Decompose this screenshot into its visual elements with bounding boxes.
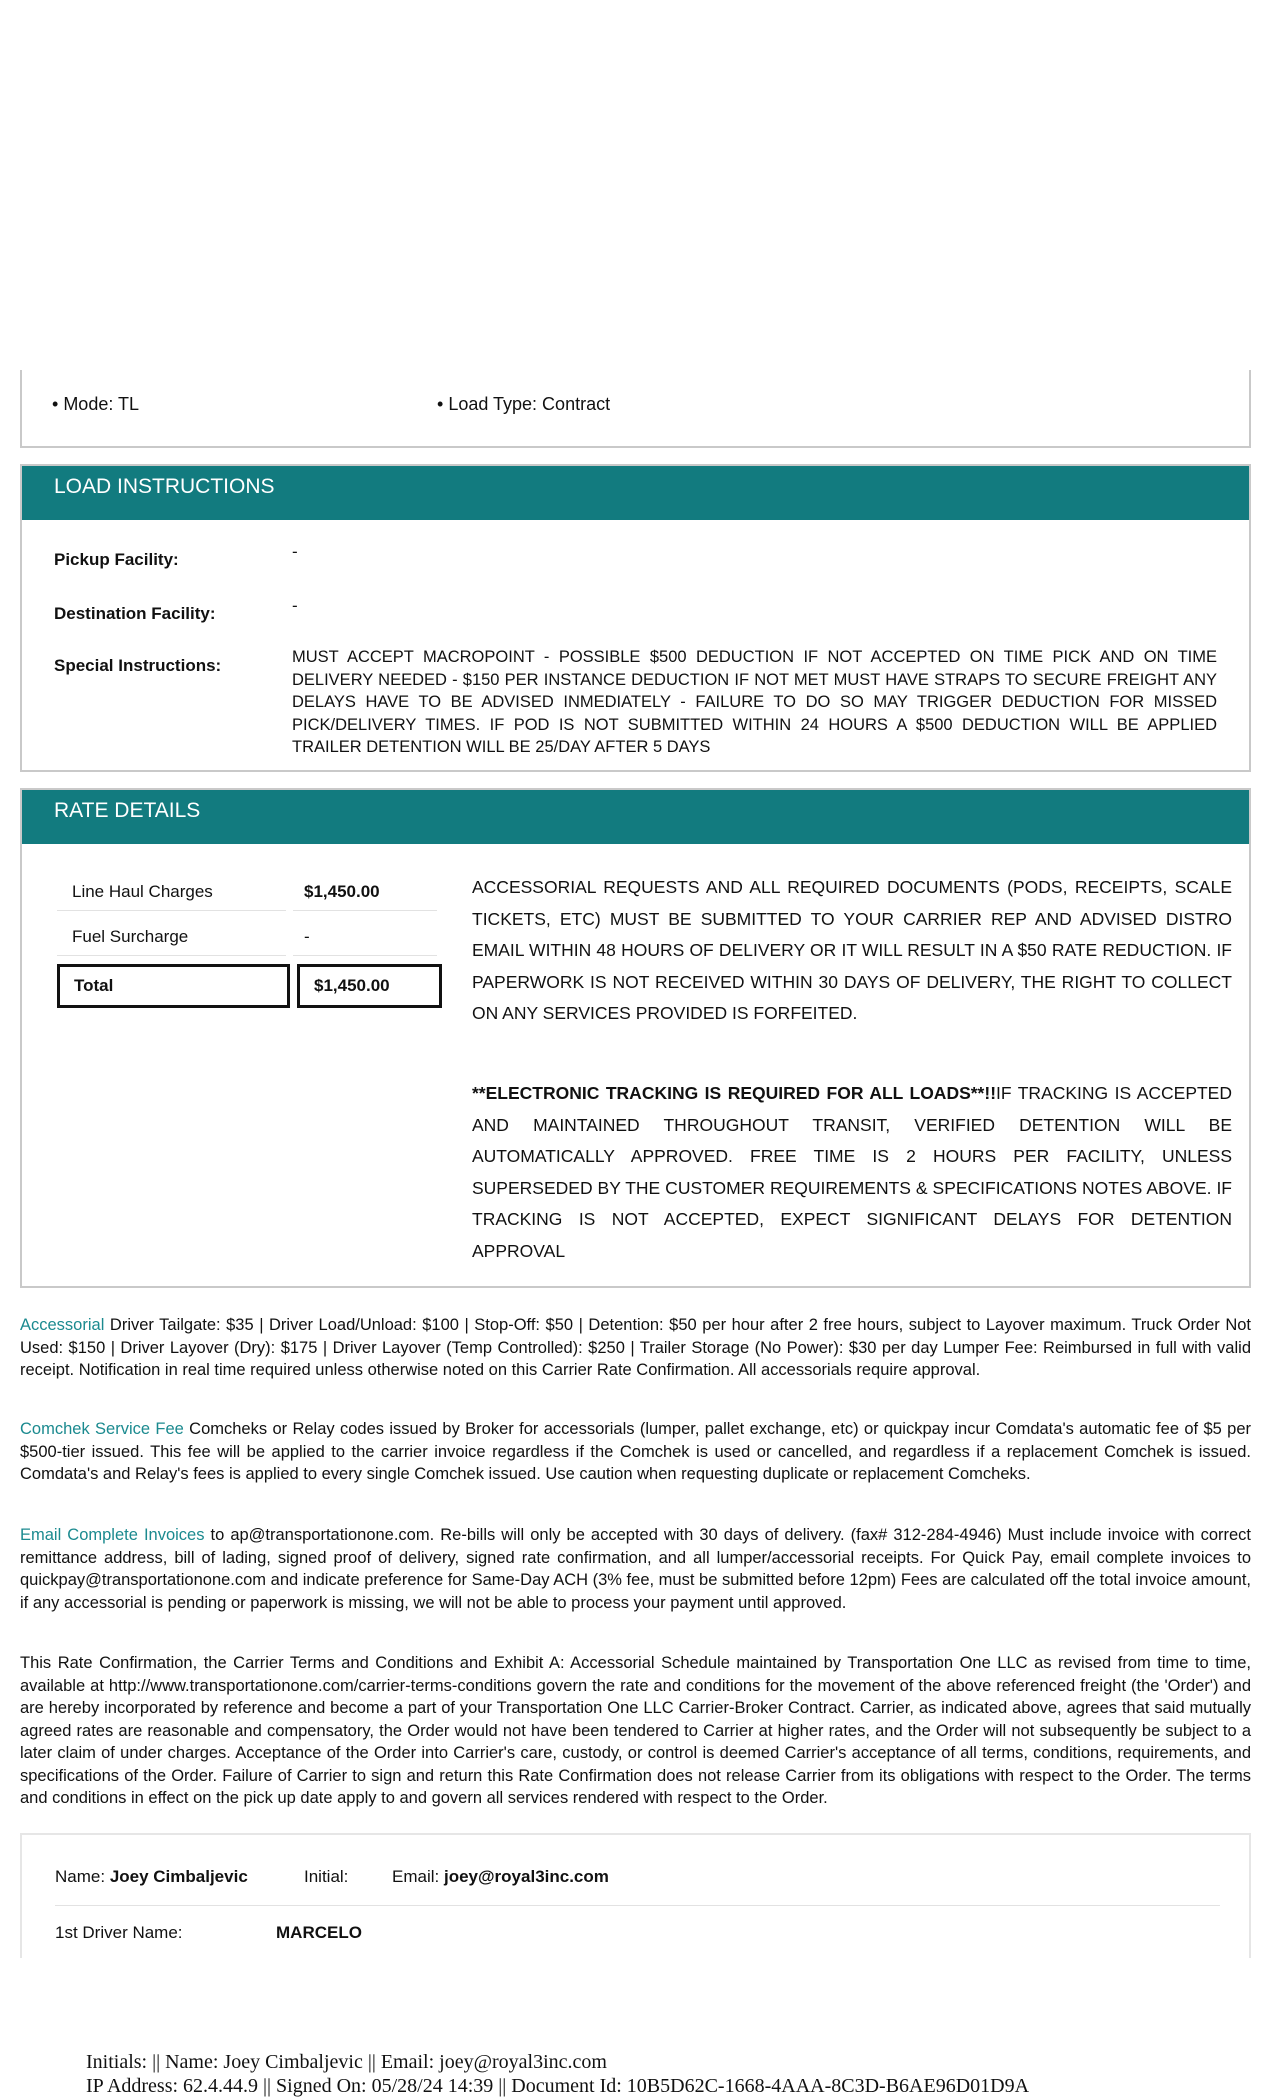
pickup-facility-label: Pickup Facility: bbox=[54, 550, 179, 569]
tracking-bold: **ELECTRONIC TRACKING IS REQUIRED FOR ALL LOADS**!! bbox=[472, 1083, 997, 1103]
accessorial-paragraph bbox=[20, 1314, 1251, 1382]
invoices-heading: Email Complete Invoices bbox=[20, 1526, 205, 1544]
footer-line-1: Initials: || Name: Joey Cimbaljevic || Email: joey@royal3inc.com bbox=[86, 2051, 607, 2073]
invoices-paragraph bbox=[20, 1524, 1251, 1614]
initial-label: Initial: bbox=[304, 1867, 349, 1886]
rate-details-header: RATE DETAILS bbox=[22, 790, 1249, 844]
signer-name bbox=[55, 1867, 248, 1887]
signature-box bbox=[20, 1833, 1251, 1958]
accessorial-body: Driver Tailgate: $35 | Driver Load/Unload: $100 | Stop-Off: $50 | Detention: $50 per hour after 2 free hours, subject to Layover maximum. Truck Order Not Used: $150 | Driver Layover (Dry): $175 | Driver Layover (Temp Controlled): $250 | Trailer Storage (No Power): $30 per day Lumper Fee: Reimbursed in full with valid receipt. Notification in real time required unless otherwise noted on this Carrier Rate Confirmation. All accessorials require approval. bbox=[20, 1316, 1251, 1379]
signature-footer bbox=[86, 2050, 1029, 2098]
comchek-heading: Comchek Service Fee bbox=[20, 1420, 184, 1438]
row-divider bbox=[293, 955, 437, 956]
invoices-body: to ap@transportationone.com. Re-bills will only be accepted with 30 days of delivery. (fax# 312-284-4946) Must include invoice with correct remittance address, bill of lading, signed proof of delivery, signed rate confirmation, and all lumper/accessorial receipts. For Quick Pay, email complete invoices to quickpay@transportationone.com and indicate preference for Same-Day ACH (3% fee, must be submitted before 12pm) Fees are calculated off the total invoice amount, if any accessorial is pending or paperwork is missing, we will not be able to process your payment until approved. bbox=[20, 1526, 1251, 1612]
total-label: Total bbox=[57, 964, 290, 1008]
pickup-facility-value: - bbox=[292, 542, 298, 561]
driver-name-label: 1st Driver Name: bbox=[55, 1923, 183, 1942]
line-haul-value: $1,450.00 bbox=[304, 882, 380, 901]
destination-facility-label: Destination Facility: bbox=[54, 604, 216, 623]
load-type-text: • Load Type: Contract bbox=[437, 394, 610, 415]
tracking-text bbox=[472, 1078, 1232, 1268]
signature-divider bbox=[55, 1905, 1220, 1906]
load-instructions-header: LOAD INSTRUCTIONS bbox=[22, 466, 1249, 520]
signer-email bbox=[392, 1867, 609, 1887]
row-divider bbox=[57, 955, 286, 956]
email-label: Email: bbox=[392, 1867, 440, 1886]
load-instructions-section bbox=[20, 464, 1251, 772]
driver-name-value: MARCELO bbox=[276, 1923, 362, 1942]
mode-text: • Mode: TL bbox=[52, 394, 139, 415]
row-divider bbox=[57, 910, 286, 911]
destination-facility-value: - bbox=[292, 596, 298, 615]
special-instructions-value: MUST ACCEPT MACROPOINT - POSSIBLE $500 DEDUCTION IF NOT ACCEPTED ON TIME PICK AND ON TIME DELIVERY NEEDED - $150 PER INSTANCE DEDUCTION IF NOT MET MUST HAVE STRAPS TO SECURE FREIGHT ANY DELAYS HAVE TO BE ADVISED INMEDIATELY - FAILURE TO DO SO MAY TRIGGER DEDUCTION FOR MISSED PICK/DELIVERY TIMES. IF POD IS NOT SUBMITTED WITHIN 24 HOURS A $500 DEDUCTION WILL BE APPLIED TRAILER DETENTION WILL BE 25/DAY AFTER 5 DAYS bbox=[292, 648, 1217, 756]
accessorial-requests-text: ACCESSORIAL REQUESTS AND ALL REQUIRED DOCUMENTS (PODS, RECEIPTS, SCALE TICKETS, ETC) MUST BE SUBMITTED TO YOUR CARRIER REP AND ADVISED DISTRO EMAIL WITHIN 48 HOURS OF DELIVERY OR IT WILL RESULT IN A $50 RATE REDUCTION. IF PAPERWORK IS NOT RECEIVED WITHIN 30 DAYS OF DELIVERY, THE RIGHT TO COLLECT ON ANY SERVICES PROVIDED IS FORFEITED. bbox=[472, 877, 1232, 1024]
comchek-paragraph bbox=[20, 1418, 1251, 1486]
rate-details-section bbox=[20, 788, 1251, 1288]
line-haul-label: Line Haul Charges bbox=[72, 882, 213, 901]
name-label: Name: bbox=[55, 1867, 106, 1886]
name-value: Joey Cimbaljevic bbox=[109, 1867, 248, 1886]
row-divider bbox=[293, 910, 437, 911]
tracking-body: IF TRACKING IS ACCEPTED AND MAINTAINED THROUGHOUT TRANSIT, VERIFIED DETENTION WILL BE AUTOMATICALLY APPROVED. FREE TIME IS 2 HOURS PER FACILITY, UNLESS SUPERSEDED BY THE CUSTOMER REQUIREMENTS & SPECIFICATIONS NOTES ABOVE. IF TRACKING IS NOT ACCEPTED, EXPECT SIGNIFICANT DELAYS FOR DETENTION APPROVAL bbox=[472, 1083, 1232, 1261]
comchek-body: Comcheks or Relay codes issued by Broker for accessorials (lumper, pallet exchange, etc) or quickpay incur Comdata's automatic fee of $5 per $500-tier issued. This fee will be applied to the carrier invoice regardless if the Comchek is used or cancelled, and regardless if a replacement Comchek is issued. Comdata's and Relay's fees is applied to every single Comchek issued. Use caution when requesting duplicate or replacement Comcheks. bbox=[20, 1420, 1251, 1483]
load-summary-box bbox=[20, 370, 1251, 448]
email-value: joey@royal3inc.com bbox=[443, 1867, 609, 1886]
agreement-paragraph: This Rate Confirmation, the Carrier Terms and Conditions and Exhibit A: Accessorial Schedule maintained by Transportation One LLC as revised from time to time, available at http://www.transportationone.com/carrier-terms-conditions govern the rate and conditions for the movement of the above referenced freight (the 'Order') and are hereby incorporated by reference and become a part of your Transportation One LLC Carrier-Broker Contract. Carrier, as indicated above, agrees that said mutually agreed rates are reasonable and compensatory, the Order would not have been tendered to Carrier at higher rates, and the Order will not subsequently be subject to a later claim of under charges. Acceptance of the Order into Carrier's care, custody, or control is deemed Carrier's acceptance of all terms, conditions, requirements, and specifications of the Order. Failure of Carrier to sign and return this Rate Confirmation does not release Carrier from its obligations with respect to the Order. The terms and conditions in effect on the pick up date apply to and govern all services rendered with respect to the Order. bbox=[20, 1654, 1251, 1807]
accessorial-heading: Accessorial bbox=[20, 1316, 105, 1334]
total-value: $1,450.00 bbox=[297, 964, 442, 1008]
footer-line-2: IP Address: 62.4.44.9 || Signed On: 05/28/24 14:39 || Document Id: 10B5D62C-1668-4AAA-8C3D-B6AE96D01D9A bbox=[86, 2075, 1030, 2097]
fuel-surcharge-label: Fuel Surcharge bbox=[72, 927, 189, 946]
special-instructions-label: Special Instructions: bbox=[54, 656, 222, 675]
fuel-surcharge-value: - bbox=[304, 927, 310, 946]
